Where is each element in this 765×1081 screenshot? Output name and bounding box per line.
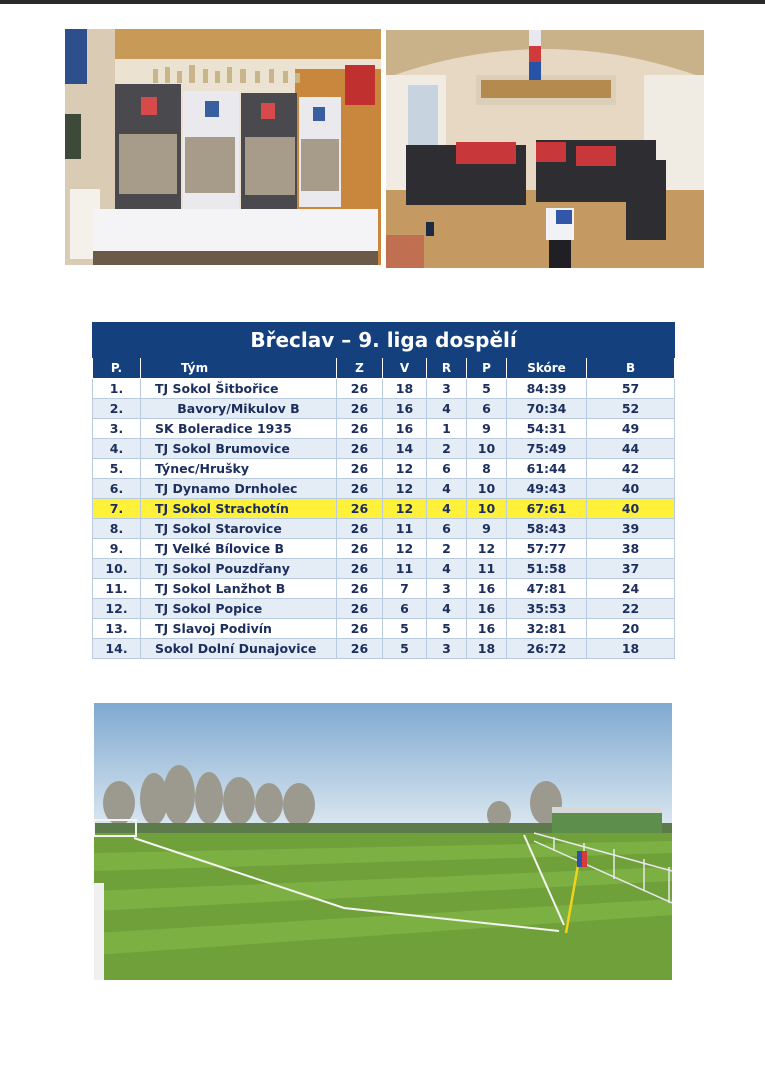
row-wins: 7 <box>383 579 427 599</box>
table-row <box>93 559 675 579</box>
column-header-played: Z <box>337 358 383 379</box>
row-team: Týnec/Hrušky <box>141 459 337 479</box>
column-header-losses: P <box>467 358 507 379</box>
row-score: 61:44 <box>507 459 587 479</box>
row-played: 26 <box>337 439 383 459</box>
row-played: 26 <box>337 379 383 399</box>
row-wins: 16 <box>383 419 427 439</box>
row-team: TJ Slavoj Podivín <box>141 619 337 639</box>
row-score: 75:49 <box>507 439 587 459</box>
row-draws: 3 <box>427 579 467 599</box>
row-played: 26 <box>337 459 383 479</box>
row-team: TJ Sokol Strachotín <box>141 499 337 519</box>
row-draws: 4 <box>427 479 467 499</box>
row-points: 57 <box>587 379 675 399</box>
row-losses: 5 <box>467 379 507 399</box>
exhibition-photo <box>65 29 381 265</box>
row-wins: 11 <box>383 559 427 579</box>
row-played: 26 <box>337 499 383 519</box>
row-team: TJ Dynamo Drnholec <box>141 479 337 499</box>
row-losses: 12 <box>467 539 507 559</box>
table-row <box>93 379 675 399</box>
row-position: 7. <box>93 499 141 519</box>
row-draws: 2 <box>427 439 467 459</box>
row-wins: 11 <box>383 519 427 539</box>
row-losses: 6 <box>467 399 507 419</box>
row-score: 67:61 <box>507 499 587 519</box>
row-position: 12. <box>93 599 141 619</box>
row-team: TJ Sokol Starovice <box>141 519 337 539</box>
row-position: 4. <box>93 439 141 459</box>
row-played: 26 <box>337 399 383 419</box>
row-wins: 5 <box>383 639 427 659</box>
row-position: 8. <box>93 519 141 539</box>
row-draws: 5 <box>427 619 467 639</box>
row-points: 22 <box>587 599 675 619</box>
row-score: 84:39 <box>507 379 587 399</box>
row-played: 26 <box>337 419 383 439</box>
row-team: TJ Sokol Brumovice <box>141 439 337 459</box>
row-points: 42 <box>587 459 675 479</box>
row-draws: 4 <box>427 499 467 519</box>
row-losses: 10 <box>467 499 507 519</box>
row-played: 26 <box>337 519 383 539</box>
row-position: 13. <box>93 619 141 639</box>
table-row <box>93 399 675 419</box>
row-draws: 1 <box>427 419 467 439</box>
row-position: 10. <box>93 559 141 579</box>
row-losses: 18 <box>467 639 507 659</box>
row-team: TJ Sokol Lanžhot B <box>141 579 337 599</box>
row-played: 26 <box>337 539 383 559</box>
row-team: TJ Sokol Popice <box>141 599 337 619</box>
row-played: 26 <box>337 619 383 639</box>
row-points: 18 <box>587 639 675 659</box>
row-position: 2. <box>93 399 141 419</box>
row-wins: 16 <box>383 399 427 419</box>
row-losses: 9 <box>467 519 507 539</box>
row-losses: 16 <box>467 599 507 619</box>
row-score: 49:43 <box>507 479 587 499</box>
row-points: 39 <box>587 519 675 539</box>
row-losses: 8 <box>467 459 507 479</box>
celebration-hall-photo <box>386 30 704 268</box>
table-row <box>93 619 675 639</box>
table-row <box>93 479 675 499</box>
row-wins: 12 <box>383 459 427 479</box>
league-table <box>92 322 674 659</box>
row-position: 6. <box>93 479 141 499</box>
row-score: 70:34 <box>507 399 587 419</box>
row-points: 37 <box>587 559 675 579</box>
row-draws: 6 <box>427 519 467 539</box>
row-position: 1. <box>93 379 141 399</box>
row-played: 26 <box>337 479 383 499</box>
row-losses: 9 <box>467 419 507 439</box>
row-team: TJ Velké Bílovice B <box>141 539 337 559</box>
row-team: TJ Sokol Pouzdřany <box>141 559 337 579</box>
table-row <box>93 539 675 559</box>
row-points: 38 <box>587 539 675 559</box>
row-draws: 4 <box>427 599 467 619</box>
row-team: Sokol Dolní Dunajovice <box>141 639 337 659</box>
column-header-draws: R <box>427 358 467 379</box>
row-wins: 12 <box>383 499 427 519</box>
row-score: 47:81 <box>507 579 587 599</box>
table-row <box>93 439 675 459</box>
row-points: 44 <box>587 439 675 459</box>
table-row <box>93 639 675 659</box>
row-score: 26:72 <box>507 639 587 659</box>
row-wins: 12 <box>383 479 427 499</box>
row-wins: 5 <box>383 619 427 639</box>
row-losses: 10 <box>467 479 507 499</box>
row-score: 58:43 <box>507 519 587 539</box>
row-team: SK Boleradice 1935 <box>141 419 337 439</box>
row-score: 57:77 <box>507 539 587 559</box>
column-header-score: Skóre <box>507 358 587 379</box>
row-position: 3. <box>93 419 141 439</box>
row-position: 5. <box>93 459 141 479</box>
row-score: 32:81 <box>507 619 587 639</box>
row-draws: 2 <box>427 539 467 559</box>
row-points: 40 <box>587 479 675 499</box>
row-wins: 18 <box>383 379 427 399</box>
table-row <box>93 579 675 599</box>
row-wins: 12 <box>383 539 427 559</box>
column-header-wins: V <box>383 358 427 379</box>
table-row <box>93 419 675 439</box>
row-points: 52 <box>587 399 675 419</box>
table-row <box>93 519 675 539</box>
row-position: 14. <box>93 639 141 659</box>
column-header-team: Tým <box>141 358 337 379</box>
table-row <box>93 499 675 519</box>
table-row <box>93 459 675 479</box>
table-row <box>93 599 675 619</box>
row-position: 11. <box>93 579 141 599</box>
row-points: 20 <box>587 619 675 639</box>
row-losses: 16 <box>467 619 507 639</box>
row-points: 40 <box>587 499 675 519</box>
row-score: 51:58 <box>507 559 587 579</box>
table-header-row <box>93 358 675 379</box>
row-losses: 10 <box>467 439 507 459</box>
row-draws: 3 <box>427 379 467 399</box>
league-title: Břeclav – 9. liga dospělí <box>93 323 675 358</box>
row-played: 26 <box>337 599 383 619</box>
row-played: 26 <box>337 639 383 659</box>
row-points: 24 <box>587 579 675 599</box>
row-score: 54:31 <box>507 419 587 439</box>
row-score: 35:53 <box>507 599 587 619</box>
row-draws: 4 <box>427 559 467 579</box>
row-points: 49 <box>587 419 675 439</box>
row-team: TJ Sokol Šitbořice <box>141 379 337 399</box>
row-position: 9. <box>93 539 141 559</box>
row-draws: 3 <box>427 639 467 659</box>
row-draws: 6 <box>427 459 467 479</box>
row-draws: 4 <box>427 399 467 419</box>
column-header-position: P. <box>93 358 141 379</box>
column-header-points: B <box>587 358 675 379</box>
row-wins: 6 <box>383 599 427 619</box>
row-wins: 14 <box>383 439 427 459</box>
row-team: Bavory/Mikulov B <box>141 399 337 419</box>
row-losses: 16 <box>467 579 507 599</box>
row-played: 26 <box>337 579 383 599</box>
page-top-edge <box>0 0 765 4</box>
football-pitch-photo <box>94 703 672 980</box>
row-losses: 11 <box>467 559 507 579</box>
row-played: 26 <box>337 559 383 579</box>
